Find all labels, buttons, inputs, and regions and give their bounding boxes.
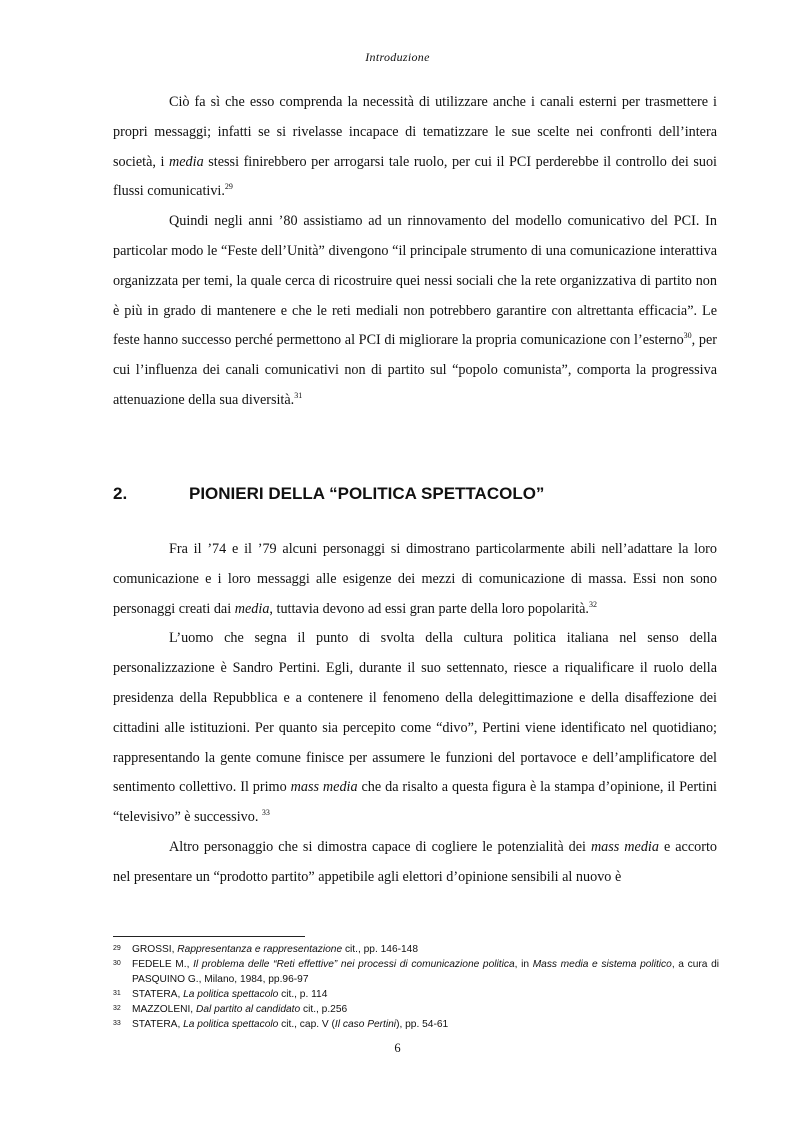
- footnote-separator: [113, 936, 305, 937]
- footnote: [113, 1002, 719, 1017]
- text-run: GROSSI,: [132, 944, 178, 955]
- text-run: , a cura di PASQUINO G., Milano, 1984, pp.96-97: [132, 959, 719, 985]
- paragraph: [113, 535, 717, 624]
- emphasis: Dal partito al candidato: [195, 1004, 301, 1015]
- emphasis: Rappresentanza e rappresentazione: [177, 944, 343, 955]
- text-run: STATERA,: [132, 989, 184, 1000]
- footnote-number: 29: [113, 945, 121, 952]
- emphasis: Mass media e sistema politico: [532, 959, 672, 970]
- footnote: [113, 1017, 719, 1032]
- text-run: , per cui l’influenza dei canali comunicativi non di partito sul “popolo comunista”, comporta la progressiva attenuazione della sua diversità.: [113, 332, 717, 408]
- footnote-number: 30: [113, 960, 121, 967]
- section-title: PIONIERI DELLA “POLITICA SPETTACOLO”: [189, 484, 545, 503]
- paragraph: [113, 624, 717, 833]
- text-run: FEDELE M.,: [132, 959, 194, 970]
- footnote-text: [132, 1004, 347, 1015]
- text-run: MAZZOLENI,: [132, 1004, 196, 1015]
- body-text-top: [113, 88, 717, 416]
- emphasis: mass media: [290, 779, 358, 796]
- running-header: Introduzione: [365, 50, 430, 64]
- footnote-number: 33: [113, 1020, 121, 1027]
- footnote: [113, 942, 719, 957]
- emphasis: media: [234, 600, 270, 617]
- footnote-ref: 30: [683, 331, 692, 341]
- text-run: STATERA,: [132, 1019, 184, 1030]
- emphasis: Il problema delle “Reti effettive” nei processi di comunicazione politica: [193, 959, 515, 970]
- text-run: , in: [514, 959, 533, 970]
- text-run: cit., p. 114: [278, 989, 328, 1000]
- text-run: Quindi negli anni ’80 assistiamo ad un rinnovamento del modello comunicativo del PCI. In particolar modo le “Feste dell’Unità” divengono “il principale strumento di una comunicazione interattiva organizzata per temi, la quale cerca di ricostruire quei nessi sociali che la rete organizzativa di partito non è più in grado di mantenere e che le reti mediali non potrebbero garantire con altrettanta efficacia”. Le feste hanno successo perché permettono al PCI di migliorare la propria comunicazione con l’esterno: [113, 213, 717, 349]
- section-number: 2.: [113, 484, 128, 503]
- footnote-number: 32: [113, 1005, 121, 1012]
- footnote-ref: 32: [588, 599, 597, 609]
- page-number: 6: [394, 1041, 401, 1055]
- footnote-number: 31: [113, 990, 121, 997]
- text-run: cit., cap. V (: [278, 1019, 335, 1030]
- footnote-ref: 31: [294, 390, 303, 400]
- footnote-text: [132, 959, 719, 985]
- text-run: ), pp. 54-61: [396, 1019, 449, 1030]
- emphasis: Il caso Pertini: [334, 1019, 397, 1030]
- text-run: Altro personaggio che si dimostra capace di cogliere le potenzialità dei: [169, 838, 591, 855]
- text-run: stessi finirebbero per arrogarsi tale ruolo, per cui il PCI perderebbe il controllo dei suoi flussi comunicativi.: [113, 153, 717, 200]
- footnote-text: [132, 944, 418, 955]
- emphasis: media: [169, 153, 204, 170]
- footnote-ref: 33: [261, 808, 270, 818]
- text-run: cit., pp. 146-148: [342, 944, 418, 955]
- text-run: , tuttavia devono ad essi gran parte della loro popolarità.: [269, 600, 589, 617]
- paragraph: [113, 207, 717, 416]
- text-run: Fra il ’74 e il ’79 alcuni personaggi si dimostrano particolarmente abili nell’adattare la loro comunicazione e i loro messaggi alle esigenze dei mezzi di comunicazione di massa. Essi non sono personaggi creati dai: [113, 541, 717, 617]
- text-run: che da risalto a questa figura è la stampa d’opinione, il Pertini “televisivo” è successivo.: [113, 779, 717, 826]
- body-text-bottom: [113, 535, 717, 893]
- footnote: [113, 957, 719, 987]
- footnote-text: [132, 989, 327, 1000]
- footnote: [113, 987, 719, 1002]
- footnote-ref: 29: [224, 182, 233, 192]
- paragraph: [113, 833, 717, 893]
- text-run: cit., p.256: [300, 1004, 348, 1015]
- text-run: L’uomo che segna il punto di svolta della cultura politica italiana nel senso della personalizzazione è Sandro Pertini. Egli, durante il suo settennato, riesce a riqualificare il ruolo della presidenza della Repubblica e a contenere il fenomeno della delegittimazione e della disaffezione dei cittadini alle istituzioni. Per quanto sia percepito come “divo”, Pertini viene identificato nel quotidiano; rappresentando la gente comune finisce per assumere le funzioni del portavoce e dell’amplificatore del sentimento collettivo. Il primo: [113, 630, 717, 796]
- emphasis: mass media: [590, 838, 659, 855]
- text-run: e accorto nel presentare un “prodotto partito” appetibile agli elettori d’opinione sensibili al nuovo è: [113, 838, 717, 885]
- emphasis: La politica spettacolo: [183, 989, 279, 1000]
- footnotes: [113, 942, 719, 1032]
- paragraph: [113, 88, 717, 207]
- footnote-text: [132, 1019, 448, 1030]
- emphasis: La politica spettacolo: [183, 1019, 279, 1030]
- text-run: Ciò fa sì che esso comprenda la necessità di utilizzare anche i canali esterni per trasmettere i propri messaggi; infatti se si rivelasse incapace di tematizzare le sue scelte nei confronti dell’intera società, i: [113, 94, 717, 170]
